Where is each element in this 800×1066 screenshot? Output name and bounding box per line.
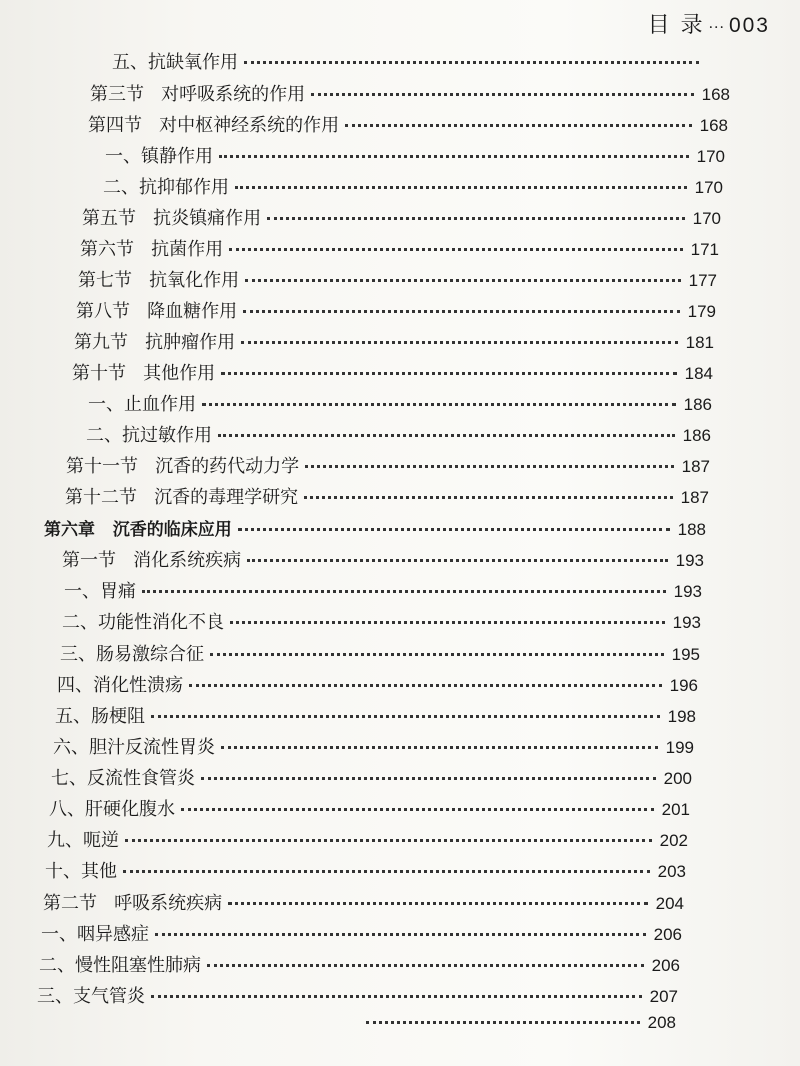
toc-entry-page-number: 187 [681, 457, 710, 476]
toc-entry-page-number: 193 [675, 551, 704, 570]
toc-entry [112, 48, 735, 78]
toc-entry-page-number: 195 [671, 645, 700, 664]
toc-entry-title: 六、胆汁反流性胃炎 [53, 737, 215, 758]
toc-entry-title: 第三节 对呼吸系统的作用 [90, 84, 306, 105]
toc-entry-page-number: 188 [677, 520, 706, 539]
toc-entry [65, 483, 709, 513]
toc-entry-title: 七、反流性食管炎 [51, 768, 195, 789]
toc-entry-page-number: 199 [665, 738, 694, 757]
toc-entry-page-number: 168 [701, 85, 730, 104]
toc-entry-title: 一、镇静作用 [105, 146, 213, 167]
toc-entry [53, 733, 694, 763]
dot-leader [123, 869, 650, 873]
toc-entry-title: 一、止血作用 [88, 394, 196, 415]
toc-entry-page-number: 181 [685, 333, 714, 352]
toc-entry [43, 889, 684, 919]
dot-leader [304, 495, 673, 499]
page-header [648, 8, 770, 39]
dot-leader [155, 932, 646, 936]
toc-entry-title: 四、消化性溃疡 [57, 675, 183, 696]
toc-entry [82, 204, 721, 234]
toc-entry-page-number: 206 [653, 925, 682, 944]
dot-leader [189, 683, 662, 687]
toc-entry-page-number: 203 [657, 862, 686, 881]
toc-entry-title: 三、肠易激综合征 [60, 644, 204, 665]
toc-entry-title: 第六章 沉香的临床应用 [44, 520, 232, 540]
toc-entry [105, 142, 725, 172]
toc-entry-title: 二、慢性阻塞性肺病 [39, 955, 201, 976]
toc-entry [88, 111, 728, 141]
toc-entry [60, 640, 700, 670]
toc-entry-page-number: 170 [694, 178, 723, 197]
toc-entry [37, 982, 678, 1012]
dot-leader [218, 433, 675, 437]
header-page-number: 003 [728, 14, 770, 37]
toc-entry [90, 80, 730, 110]
toc-entry-title: 一、咽异感症 [41, 924, 149, 945]
toc-chapter-entry [44, 515, 706, 545]
dot-leader [230, 620, 665, 624]
dot-leader [210, 652, 664, 656]
dot-leader [247, 558, 668, 562]
toc-entry-page-number: 193 [672, 613, 701, 632]
toc-entry-title: 五、肠梗阻 [55, 706, 145, 727]
toc-entry-page-number: 177 [688, 271, 717, 290]
toc-entry-title: 第九节 抗肿瘤作用 [74, 332, 236, 353]
toc-entry [66, 452, 710, 482]
toc-entry-page-number: 202 [659, 831, 688, 850]
toc-entry-title: 九、呃逆 [47, 830, 119, 851]
toc-entry [360, 1013, 676, 1043]
toc-entry-page-number: 186 [683, 395, 712, 414]
toc-entry-page-number: 200 [663, 769, 692, 788]
toc-entry-page-number: 168 [699, 116, 728, 135]
toc-entry [72, 359, 713, 389]
toc-entry-page-number: 196 [669, 676, 698, 695]
toc-entry-title: 第十二节 沉香的毒理学研究 [65, 487, 299, 508]
toc-entry-title: 八、肝硬化腹水 [49, 799, 175, 820]
toc-entry-title: 三、支气管炎 [37, 986, 145, 1007]
toc-entry [47, 826, 688, 856]
toc-entry-title: 二、抗抑郁作用 [103, 177, 229, 198]
dot-leader [238, 527, 670, 531]
dot-leader [243, 309, 680, 313]
toc-entry-page-number: 206 [651, 956, 680, 975]
dot-leader [228, 901, 648, 905]
dot-leader [235, 185, 687, 189]
toc-entry-title: 第十节 其他作用 [72, 363, 216, 384]
toc-entry-page-number: 186 [682, 426, 711, 445]
toc-entry [51, 764, 692, 794]
toc-entry [74, 328, 714, 358]
dot-leader [151, 714, 660, 718]
dot-leader [201, 776, 656, 780]
toc-entry-title: 五、抗缺氧作用 [112, 52, 238, 73]
toc-entry [39, 951, 680, 981]
dot-leader [207, 963, 644, 967]
toc-entry-title: 第五节 抗炎镇痛作用 [82, 208, 262, 229]
toc-entry-title: 第十一节 沉香的药代动力学 [66, 456, 300, 477]
dot-leader [311, 92, 694, 96]
toc-entry-page-number: 170 [696, 147, 725, 166]
dot-leader [219, 154, 689, 158]
toc-entry-page-number: 187 [680, 488, 709, 507]
dot-leader [245, 278, 681, 282]
toc-entry-page-number: 201 [661, 800, 690, 819]
toc-entry-page-number: 207 [649, 987, 678, 1006]
toc-entry-title: 第七节 抗氧化作用 [78, 270, 240, 291]
toc-entry-title: 二、功能性消化不良 [62, 612, 224, 633]
dot-leader [305, 464, 674, 468]
dot-leader [221, 745, 658, 749]
dot-leader [366, 1020, 640, 1024]
toc-entry-title: 十、其他 [45, 861, 117, 882]
toc-entry-title: 二、抗过敏作用 [86, 425, 212, 446]
toc-entry [49, 795, 690, 825]
toc-entry [62, 546, 704, 576]
dot-leader [202, 402, 676, 406]
toc-entry [45, 857, 686, 887]
toc-entry [88, 390, 712, 420]
toc-entry [41, 920, 682, 950]
toc-entry [80, 235, 719, 265]
toc-entry [64, 577, 702, 607]
toc-entry-title: 第四节 对中枢神经系统的作用 [88, 115, 340, 136]
header-title: 目 录 [647, 13, 705, 38]
dot-leader [241, 340, 678, 344]
toc-entry-page-number: 179 [687, 302, 716, 321]
toc-entry-page-number: 204 [655, 894, 684, 913]
toc-entry [55, 702, 696, 732]
dot-leader [142, 589, 666, 593]
toc-entry-page-number: 171 [690, 240, 719, 259]
toc-entry-title: 第二节 呼吸系统疾病 [43, 893, 223, 914]
toc-entry-page-number: 170 [692, 209, 721, 228]
toc-entry-title: 第八节 降血糖作用 [76, 301, 238, 322]
header-dots: ··· [708, 20, 725, 36]
dot-leader [345, 123, 692, 127]
toc-entry [76, 297, 716, 327]
toc-entry [86, 421, 711, 451]
dot-leader [221, 371, 677, 375]
toc-entry [78, 266, 717, 296]
toc-entry-page-number: 198 [667, 707, 696, 726]
toc-entry-page-number: 193 [673, 582, 702, 601]
dot-leader [181, 807, 654, 811]
dot-leader [151, 994, 642, 998]
toc-entry-title: 第六节 抗菌作用 [80, 239, 224, 260]
toc-entry [57, 671, 698, 701]
toc-entry-title: 一、胃痛 [64, 581, 136, 602]
toc-entry [103, 173, 723, 203]
dot-leader [125, 838, 652, 842]
toc-entry-page-number: 184 [684, 364, 713, 383]
toc-entry-page-number: 208 [647, 1013, 676, 1032]
dot-leader [229, 247, 683, 251]
dot-leader [267, 216, 685, 220]
dot-leader [244, 60, 699, 64]
toc-entry [62, 608, 701, 638]
toc-entry-title: 第一节 消化系统疾病 [62, 550, 242, 571]
